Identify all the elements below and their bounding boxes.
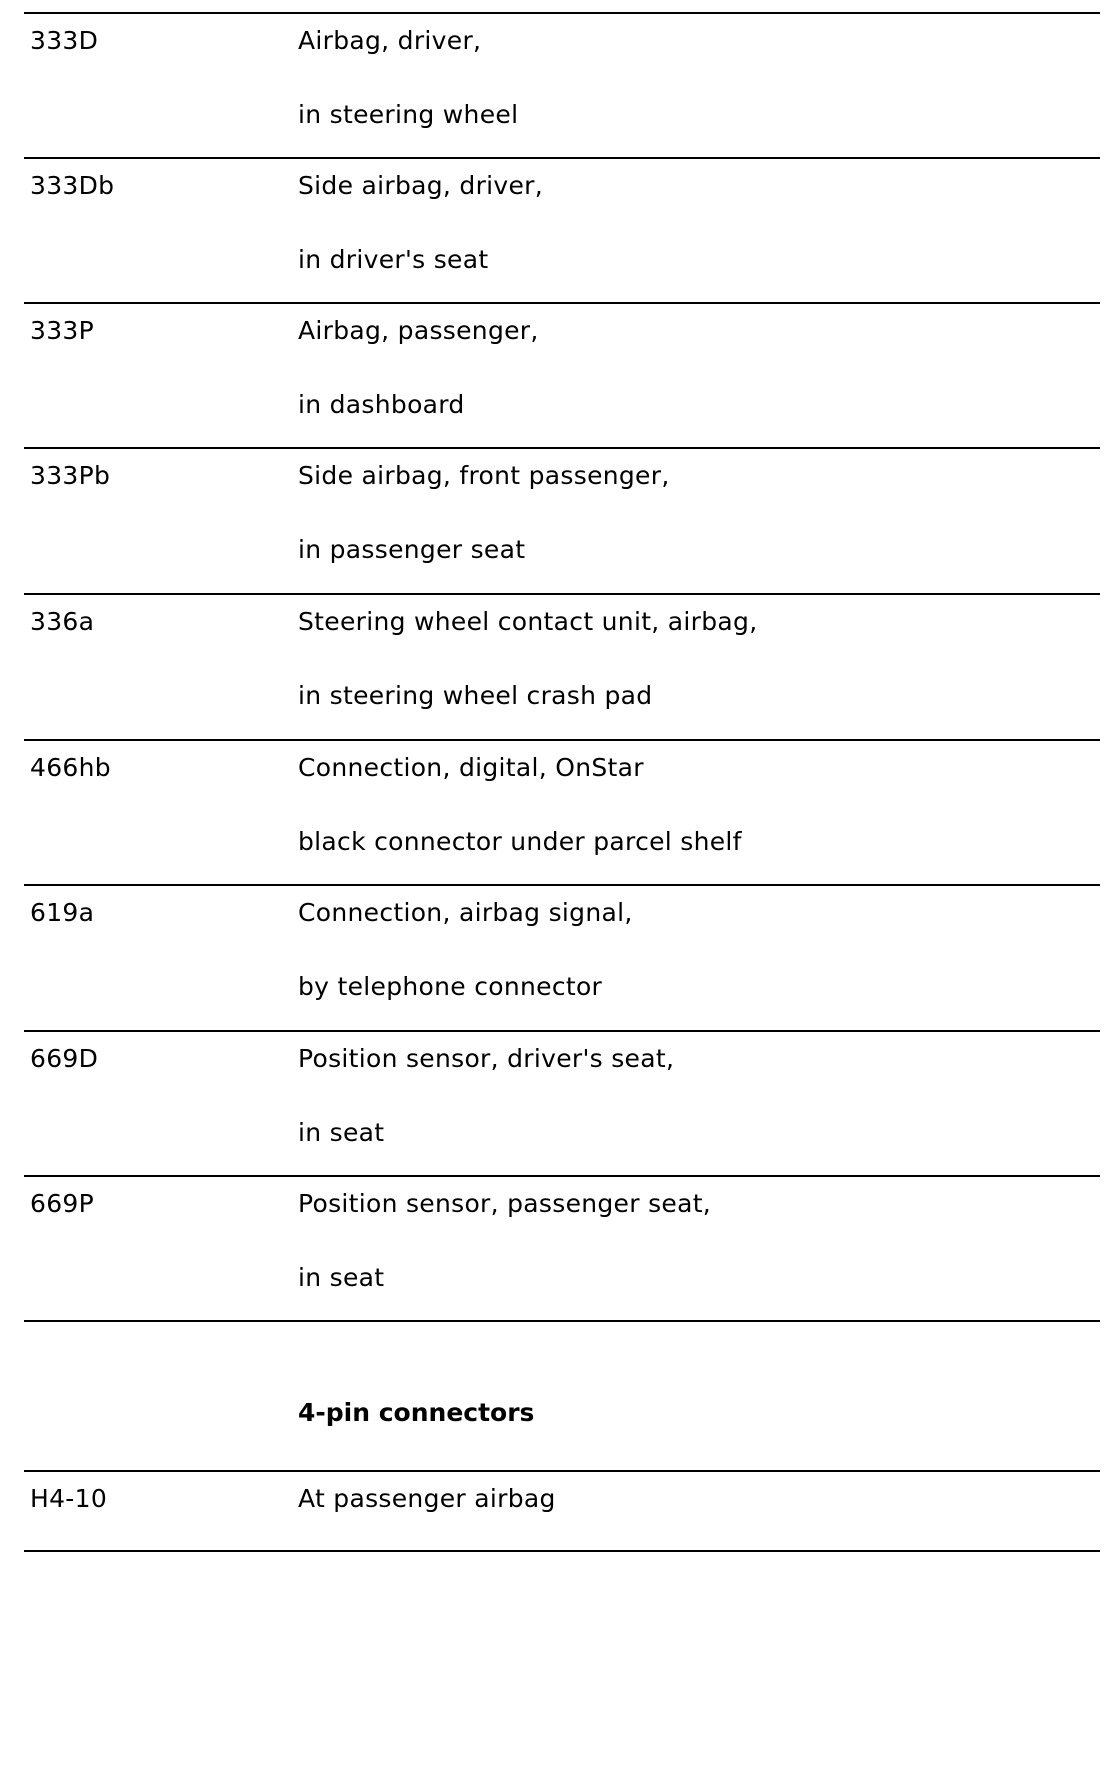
table-row [24, 593, 1100, 757]
component-description: Position sensor, driver's seat, [298, 1044, 675, 1073]
component-description: Airbag, passenger, [298, 316, 539, 345]
table-row [24, 1175, 1100, 1339]
table-row [24, 1030, 1100, 1194]
component-description: Connection, airbag signal, [298, 898, 633, 927]
component-description: Airbag, driver, [298, 26, 482, 55]
component-location: in passenger seat [298, 535, 526, 564]
component-code: H4-10 [30, 1484, 108, 1513]
table-row [24, 447, 1100, 611]
component-location: in steering wheel [298, 100, 519, 129]
component-description: Side airbag, driver, [298, 171, 544, 200]
component-code: 669P [30, 1189, 94, 1218]
table-divider [24, 1550, 1100, 1552]
table-row [24, 157, 1100, 321]
component-description: Side airbag, front passenger, [298, 461, 670, 490]
component-location: in seat [298, 1263, 385, 1292]
component-code: 466hb [30, 753, 111, 782]
component-location: in driver's seat [298, 245, 489, 274]
component-code: 333Db [30, 171, 115, 200]
table-row [24, 12, 1100, 176]
component-code: 336a [30, 607, 95, 636]
component-description: Steering wheel contact unit, airbag, [298, 607, 758, 636]
table-row [24, 1470, 1100, 1562]
component-code: 619a [30, 898, 95, 927]
table-row [24, 302, 1100, 466]
component-code: 333Pb [30, 461, 111, 490]
component-location: black connector under parcel shelf [298, 827, 742, 856]
component-code: 333P [30, 316, 94, 345]
component-description: Position sensor, passenger seat, [298, 1189, 712, 1218]
component-location: in seat [298, 1118, 385, 1147]
table-divider [24, 1320, 1100, 1322]
table-row [24, 884, 1100, 1048]
component-code: 669D [30, 1044, 99, 1073]
section-heading: 4-pin connectors [298, 1398, 535, 1427]
table-row [24, 739, 1100, 903]
component-description: At passenger airbag [298, 1484, 556, 1513]
component-location: in steering wheel crash pad [298, 681, 653, 710]
component-description: Connection, digital, OnStar [298, 753, 644, 782]
component-location: by telephone connector [298, 972, 603, 1001]
component-code: 333D [30, 26, 99, 55]
component-location: in dashboard [298, 390, 465, 419]
